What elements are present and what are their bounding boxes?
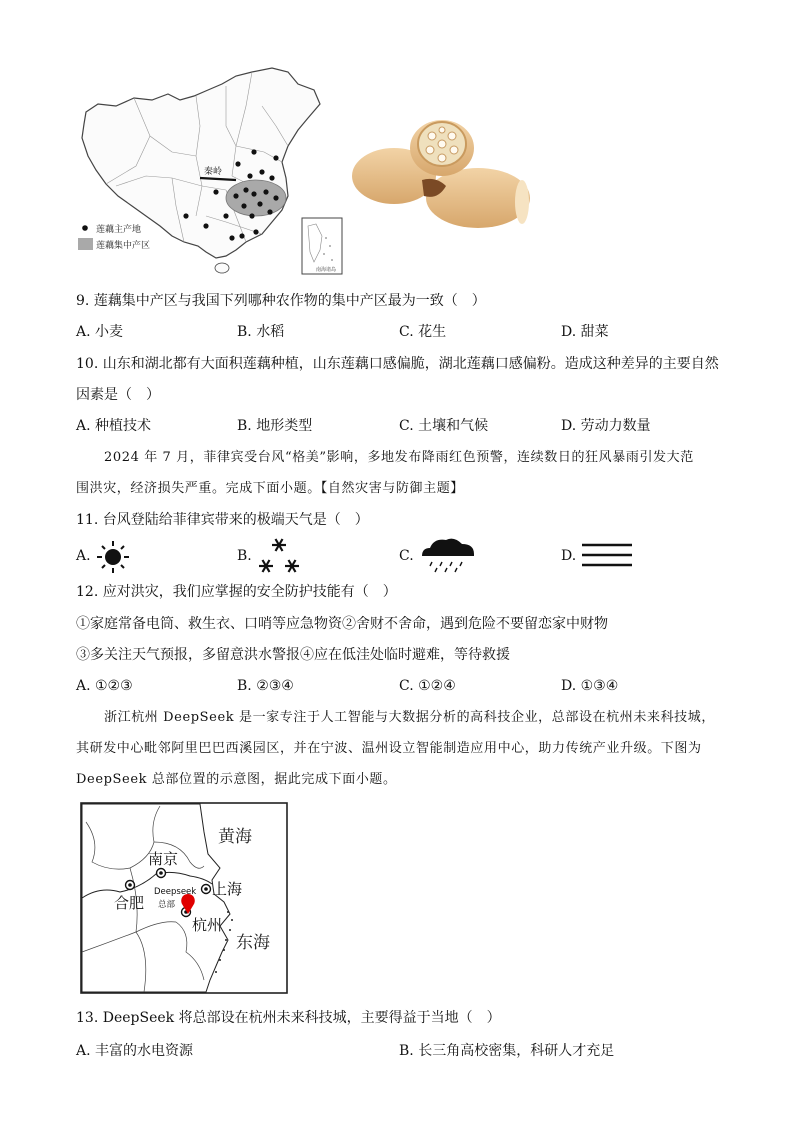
legend-area-icon	[78, 238, 93, 250]
q11-option-d[interactable]: D.	[561, 548, 577, 564]
q12-items-line1: ①家庭常备电筒、救生衣、口哨等应急物资②舍财不舍命，遇到危险不要留恋家中财物	[76, 616, 608, 632]
passage1-line2: 围洪灾，经济损失严重。完成下面小题。【自然灾害与防御主题】	[76, 481, 464, 496]
q10-option-d[interactable]: D. 劳动力数量	[561, 418, 651, 434]
q9-option-d[interactable]: D. 甜菜	[561, 324, 609, 340]
q12-option-a[interactable]: A. ①②③	[76, 678, 133, 694]
q12-option-c[interactable]: C. ①②④	[399, 678, 456, 694]
q10-stem-line1: 10. 山东和湖北都有大面积莲藕种植，山东莲藕口感偏脆，湖北莲藕口感偏粉。造成这种差异的主要自然	[76, 356, 719, 372]
passage2-line3: DeepSeek 总部位置的示意图，据此完成下面小题。	[76, 772, 397, 787]
q10-stem-line2: 因素是（ ）	[76, 387, 160, 403]
q13-option-b[interactable]: B. 长三角高校密集，科研人才充足	[399, 1043, 615, 1059]
passage2-line1: 浙江杭州 DeepSeek 是一家专注于人工智能与大数据分析的高科技企业，总部设在杭州未来科技城，	[104, 710, 715, 725]
legend-dot-label: 莲藕主产地	[96, 225, 142, 235]
legend-area-label: 莲藕集中产区	[96, 241, 151, 251]
q11-option-c[interactable]: C.	[399, 548, 414, 564]
q11-option-a[interactable]: A.	[76, 548, 91, 564]
q12-items-line2: ③多关注天气预报，多留意洪水警报④应在低洼处临时避难，等待救援	[76, 647, 510, 663]
q9-option-b[interactable]: B. 水稻	[237, 324, 285, 340]
nanjing-label: 南京	[148, 850, 179, 868]
q12-option-b[interactable]: B. ②③④	[237, 678, 294, 694]
inset-label: 南海诸岛	[316, 267, 337, 273]
q10-option-b[interactable]: B. 地形类型	[237, 418, 313, 434]
q9-stem: 9. 莲藕集中产区与我国下列哪种农作物的集中产区最为一致（ ）	[76, 293, 486, 309]
fog-icon	[582, 542, 632, 574]
q12-stem: 12. 应对洪灾，我们应掌握的安全防护技能有（ ）	[76, 584, 397, 600]
q11-stem: 11. 台风登陆给菲律宾带来的极端天气是（ ）	[76, 512, 369, 528]
legend-dot-icon	[82, 225, 88, 231]
q11-option-b[interactable]: B.	[237, 548, 252, 564]
q13-stem: 13. DeepSeek 将总部设在杭州未来科技城，主要得益于当地（ ）	[76, 1010, 501, 1026]
passage1-line1: 2024 年 7 月，菲律宾受台风“格美”影响，多地发布降雨红色预警，连续数日的狂风暴雨引发大范	[104, 450, 694, 465]
qinling-label: 秦岭	[204, 167, 223, 177]
rain-icon	[418, 536, 478, 580]
huanghai-label: 黄海	[218, 827, 252, 847]
q10-option-c[interactable]: C. 土壤和气候	[399, 418, 489, 434]
deepseek-label-line2: 总部	[158, 900, 176, 910]
china-lotus-map	[76, 66, 346, 278]
snow-icon	[256, 535, 302, 581]
q9-option-c[interactable]: C. 花生	[399, 324, 447, 340]
hefei-label: 合肥	[114, 894, 145, 912]
hangzhou-label: 杭州	[192, 916, 223, 934]
passage2-line2: 其研发中心毗邻阿里巴巴西溪园区，并在宁波、温州设立智能制造应用中心，助力传统产业升级。下图为	[76, 741, 702, 756]
deepseek-location-map	[80, 802, 288, 994]
q13-option-a[interactable]: A. 丰富的水电资源	[76, 1043, 194, 1059]
lotus-root-photo	[350, 118, 530, 236]
q10-option-a[interactable]: A. 种植技术	[76, 418, 152, 434]
shanghai-label: 上海	[212, 880, 243, 898]
deepseek-label-line1: Deepseek	[154, 887, 197, 897]
donghai-label: 东海	[236, 933, 270, 953]
q9-option-a[interactable]: A. 小麦	[76, 324, 124, 340]
q12-option-d[interactable]: D. ①③④	[561, 678, 619, 694]
sunny-icon	[96, 540, 130, 578]
